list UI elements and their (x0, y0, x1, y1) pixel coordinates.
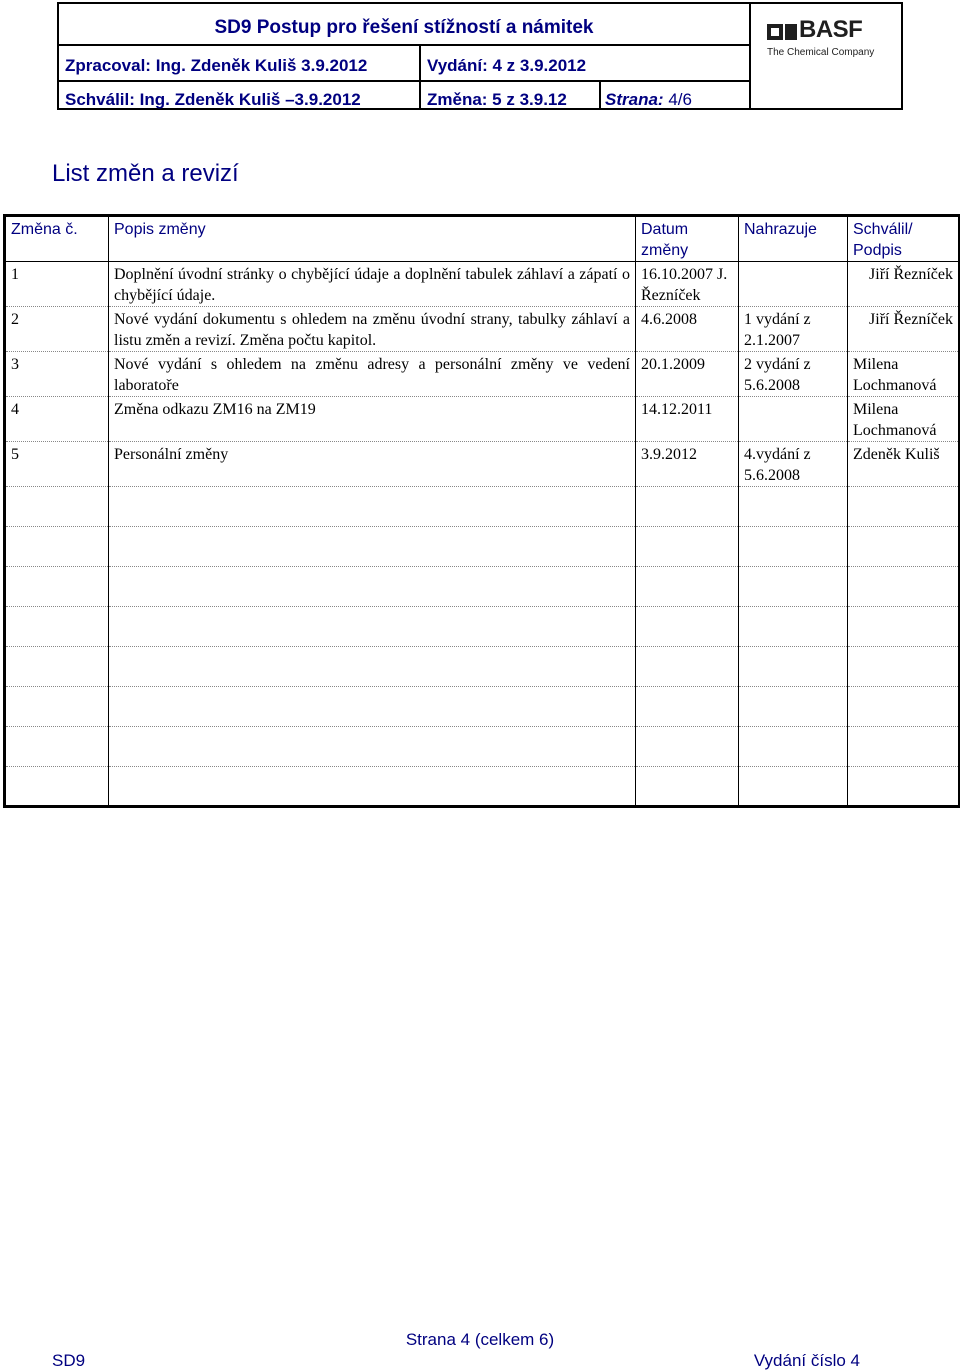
document-header (57, 2, 903, 110)
table-row (5, 352, 960, 397)
cell-date: 14.12.2011 (636, 397, 739, 442)
edition-info: Vydání: 4 z 3.9.2012 (427, 56, 587, 75)
cell-no: 5 (5, 442, 109, 487)
page-info (605, 90, 692, 110)
page-value: 4/6 (668, 90, 692, 109)
logo-wordmark: BASF (799, 16, 863, 43)
table-row-empty (5, 647, 960, 687)
table-row-empty (5, 727, 960, 767)
header-replaces: Nahrazuje (739, 216, 848, 262)
table-row (5, 397, 960, 442)
cell-no: 4 (5, 397, 109, 442)
section-title: List změn a revizí (52, 160, 239, 187)
header-col-divider (419, 44, 421, 110)
header-description: Popis změny (109, 216, 636, 262)
cell-no: 2 (5, 307, 109, 352)
table-row (5, 307, 960, 352)
change-info: Změna: 5 z 3.9.12 (427, 90, 567, 109)
header-col-divider (599, 80, 601, 110)
cell-replaces: 4.vydání z 5.6.2008 (739, 442, 848, 487)
table-row-empty (5, 567, 960, 607)
cell-date: 4.6.2008 (636, 307, 739, 352)
header-divider (59, 44, 749, 46)
cell-description: Nové vydání dokumentu s ohledem na změnu úvodní strany, tabulky záhlaví a listu změn a revizí. Změna počtu kapitol. (109, 307, 636, 352)
company-logo (751, 4, 901, 110)
cell-replaces (739, 262, 848, 307)
footer-doc-id: SD9 (52, 1351, 86, 1370)
changes-table (3, 214, 960, 808)
cell-description: Nové vydání s ohledem na změnu adresy a personální změny ve vedení laboratoře (109, 352, 636, 397)
cell-description: Personální změny (109, 442, 636, 487)
cell-approved: Milena Lochmanová (848, 397, 960, 442)
page-label: Strana: (605, 90, 664, 109)
table-row-empty (5, 687, 960, 727)
footer-edition: Vydání číslo 4 (753, 1351, 860, 1370)
prepared-by: Zpracoval: Ing. Zdeněk Kuliš 3.9.2012 (65, 56, 368, 75)
table-row-empty (5, 767, 960, 807)
cell-replaces (739, 397, 848, 442)
cell-replaces: 1 vydání z 2.1.2007 (739, 307, 848, 352)
logo-subtitle: The Chemical Company (767, 47, 875, 58)
approved-by: Schválil: Ing. Zdeněk Kuliš –3.9.2012 (65, 90, 361, 109)
header-divider (59, 80, 749, 82)
cell-approved: Milena Lochmanová (848, 352, 960, 397)
cell-no: 3 (5, 352, 109, 397)
footer-page-count: Strana 4 (celkem 6) (405, 1330, 555, 1349)
table-row (5, 442, 960, 487)
table-row-empty (5, 607, 960, 647)
cell-approved: Jiří Řezníček (848, 307, 960, 352)
header-approved: Schválil/ Podpis (848, 216, 960, 262)
header-change-no: Změna č. (5, 216, 109, 262)
header-date: Datum změny (636, 216, 739, 262)
cell-approved: Zdeněk Kuliš (848, 442, 960, 487)
cell-date: 3.9.2012 (636, 442, 739, 487)
table-row-empty (5, 527, 960, 567)
table-header-row (5, 216, 960, 262)
cell-approved: Jiří Řezníček (848, 262, 960, 307)
cell-description: Doplnění úvodní stránky o chybějící údaje a doplnění tabulek záhlaví a zápatí o chybějící údaje. (109, 262, 636, 307)
cell-description: Změna odkazu ZM16 na ZM19 (109, 397, 636, 442)
cell-date: 16.10.2007 J. Řezníček (636, 262, 739, 307)
table-row-empty (5, 487, 960, 527)
cell-date: 20.1.2009 (636, 352, 739, 397)
table-row (5, 262, 960, 307)
document-title: SD9 Postup pro řešení stížností a námitek (214, 17, 594, 38)
cell-no: 1 (5, 262, 109, 307)
cell-replaces: 2 vydání z 5.6.2008 (739, 352, 848, 397)
